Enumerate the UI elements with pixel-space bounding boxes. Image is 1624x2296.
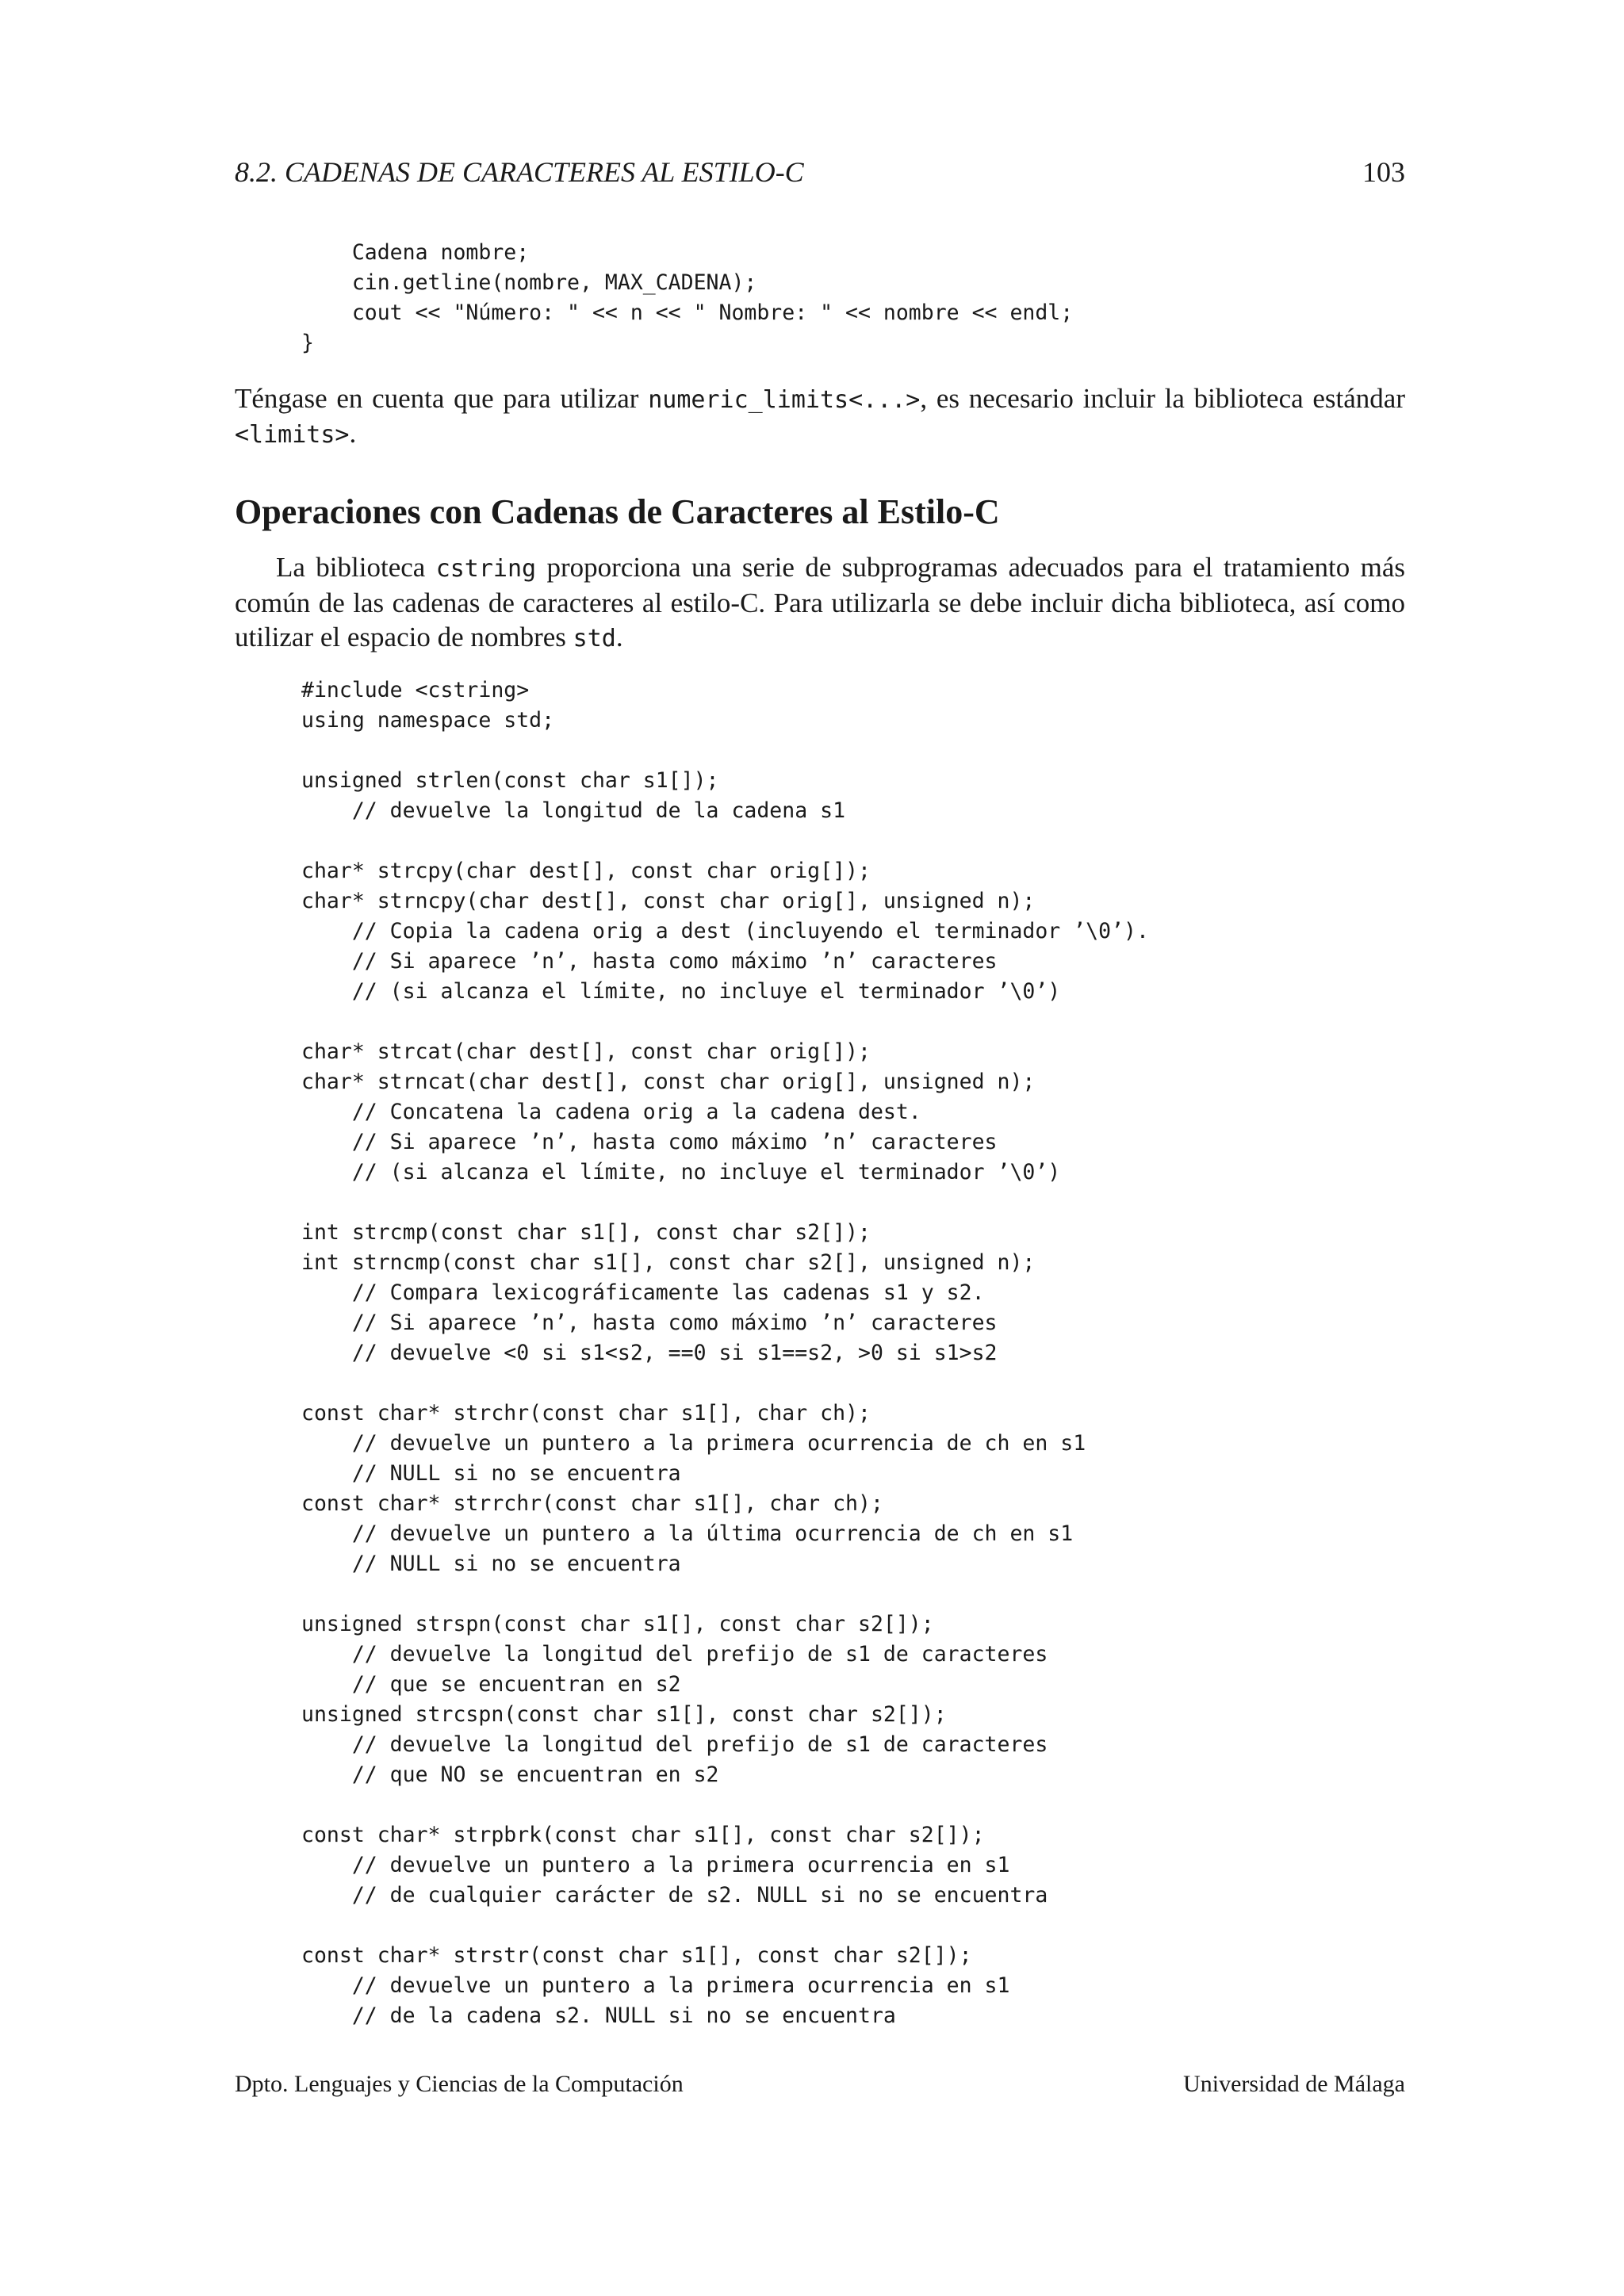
- running-header: [235, 155, 1405, 193]
- paragraph-text: .: [349, 418, 357, 449]
- inline-code: <limits>: [235, 421, 350, 449]
- paragraph-text: proporciona una serie de subprogramas adecuados para el tratamiento más común de las cadenas de caracteres al estilo-C. Para utilizarla se debe incluir dicha biblioteca, así como utilizar el espacio de nombres: [235, 552, 1406, 652]
- inline-code: cstring: [435, 555, 537, 583]
- footer-university: Universidad de Málaga: [1183, 2071, 1405, 2097]
- paragraph-limits-note: [235, 382, 1405, 452]
- code-block-cstring-functions: #include <cstring> using namespace std; unsigned strlen(const char s1[]); // devuelve la longitud de la cadena s1 char* strcpy(char dest[], const char orig[]); char* strncpy(char dest[], const char orig[], unsigned n); // Copia la cadena orig a dest (incluyendo el terminador ’\0’). // Si aparece ’n’, hasta como máximo ’n’ caracteres // (si alcanza el límite, no incluye el terminador ’\0’) char* strcat(char dest[], const char orig[]); char* strncat(char dest[], const char orig[], unsigned n); // Concatena la cadena orig a la cadena dest. // Si aparece ’n’, hasta como máximo ’n’ caracteres // (si alcanza el límite, no incluye el terminador ’\0’) int strcmp(const char s1[], const char s2[]); int strncmp(const char s1[], const char s2[], unsigned n); // Compara lexicográficamente las cadenas s1 y s2. // Si aparece ’n’, hasta como máximo ’n’ caracteres // devuelve <0 si s1<s2, ==0 si s1==s2, >0 si s1>s2 const char* strchr(const char s1[], char ch); // devuelve un puntero a la primera ocurrencia de ch en s1 // NULL si no se encuentra const char* strrchr(const char s1[], char ch); // devuelve un puntero a la última ocurrencia de ch en s1 // NULL si no se encuentra unsigned strspn(const char s1[], const char s2[]); // devuelve la longitud del prefijo de s1 de caracteres // que se encuentran en s2 unsigned strcspn(const char s1[], const char s2[]); // devuelve la longitud del prefijo de s1 de caracteres // que NO se encuentran en s2 const char* strpbrk(const char s1[], const char s2[]); // devuelve un puntero a la primera ocurrencia en s1 // de cualquier carácter de s2. NULL si no se encuentra const char* strstr(const char s1[], const char s2[]); // devuelve un puntero a la primera ocurrencia en s1 // de la cadena s2. NULL si no se encuentra: [301, 678, 1149, 2028]
- inline-code: std: [573, 625, 616, 652]
- footer-department: Dpto. Lenguajes y Ciencias de la Computación: [235, 2071, 684, 2097]
- inline-code: numeric_limits<...>: [648, 386, 921, 414]
- paragraph-cstring-intro: [235, 550, 1405, 656]
- section-heading: Operaciones con Cadenas de Caracteres al Estilo-C: [235, 492, 1000, 531]
- paragraph-text: Téngase en cuenta que para utilizar: [235, 383, 649, 414]
- code-block-top: Cadena nombre; cin.getline(nombre, MAX_CADENA); cout << "Número: " << n << " Nombre: " << nombre << endl; }: [301, 240, 1074, 355]
- paragraph-text: , es necesario incluir la biblioteca estándar: [920, 383, 1405, 414]
- header-page-number: 103: [1362, 156, 1405, 188]
- paragraph-text: .: [615, 622, 623, 652]
- header-section-title: 8.2. CADENAS DE CARACTERES AL ESTILO-C: [235, 156, 804, 188]
- running-footer: [235, 2071, 1405, 2103]
- paragraph-text: La biblioteca: [276, 552, 436, 583]
